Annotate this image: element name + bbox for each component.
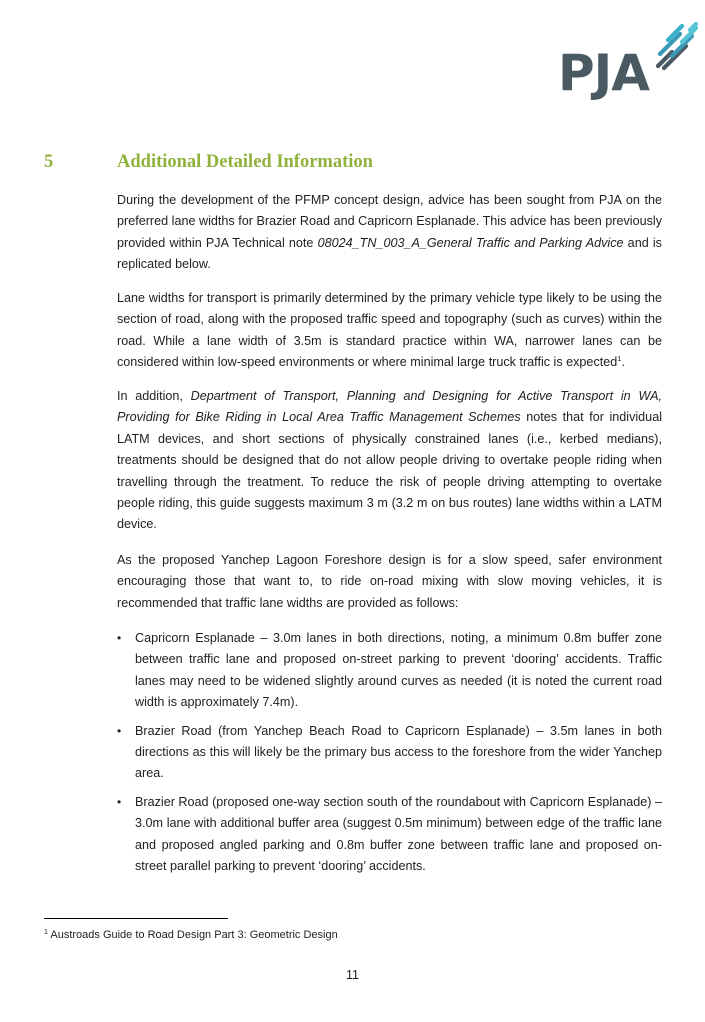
footnote-text: Austroads Guide to Road Design Part 3: Geometric Design — [50, 929, 338, 941]
paragraph-3 — [117, 386, 662, 536]
footnote-reference: 1 — [617, 354, 622, 364]
paragraph-3-text: In addition, — [117, 389, 191, 403]
bullet-icon: • — [117, 631, 122, 645]
list-item — [117, 628, 662, 714]
bullet-icon: • — [117, 723, 122, 738]
list-item — [117, 792, 662, 878]
bullet-icon: • — [117, 794, 122, 809]
dot-guide-reference: Department of Transport, Planning and Designing for Active Transport in WA, Providing for Bike Riding in Local Area Traffic Management Schemes — [117, 389, 663, 425]
list-item-text: Brazier Road (from Yanchep Beach Road to Capricorn Esplanade) – 3.5m lanes in both directions as this will likely be the primary bus access to the foreshore from the wider Yanchep area. — [135, 723, 662, 781]
paragraph-3-text-end: notes that for individual LATM devices, and short sections of physically constrained lanes (i.e., kerbed medians), treatments should be designed that do not allow people driving to overtake people riding when travelling through the treatment. To reduce the risk of people driving attempting to overtake people riding, this guide suggests maximum 3 m (3.2 m on bus routes) lane widths within a LATM device. — [117, 410, 662, 532]
page-number: 11 — [345, 968, 360, 982]
footnote-divider — [44, 918, 228, 919]
paragraph-1 — [117, 190, 662, 276]
list-item-text: Capricorn Esplanade – 3.0m lanes in both directions, noting, a minimum 0.8m buffer zone between traffic lane and proposed on-street parking to prevent ‘dooring’ accidents. Traffic lanes may need to be widened slightly around curves as needed (it is noted the current road width is approximately 7.4m). — [135, 631, 662, 710]
footnote-number: 1 — [44, 929, 48, 936]
technical-note-reference: 08024_TN_003_A_General Traffic and Parking Advice — [317, 235, 624, 250]
footnote — [44, 927, 338, 943]
paragraph-2-end: . — [621, 355, 625, 370]
pja-logo — [558, 22, 704, 106]
paragraph-2-text: Lane widths for transport is primarily determined by the primary vehicle type likely to be using the section of road, along with the proposed traffic speed and topography (such as curves) within the road. While a lane width of 3.5m is standard practice within WA, narrower lanes can be considered within low-speed environments or where minimal large truck traffic is expected — [117, 291, 662, 370]
list-item-text: Brazier Road (proposed one-way section south of the roundabout with Capricorn Esplanade) – 3.0m lane with additional buffer area (suggest 0.5m minimum) between edge of the traffic lane and proposed angled parking and 0.8m buffer zone between traffic lane and proposed on-street parallel parking to prevent ‘dooring’ accidents. — [135, 794, 662, 874]
section-number: 5 — [44, 152, 54, 172]
logo-stripes-icon — [652, 22, 704, 72]
list-item — [117, 721, 662, 785]
lane-width-list — [117, 628, 662, 877]
paragraph-4-text: As the proposed Yanchep Lagoon Foreshore design is for a slow speed, safer environment encouraging those that want to, to ride on-road mixing with slow moving vehicles, it is recommended that traffic lane widths are provided as follows: — [117, 553, 662, 610]
paragraph-2 — [117, 288, 662, 374]
paragraph-1-text-end: and is replicated below. — [117, 235, 662, 272]
section-heading — [44, 150, 665, 174]
paragraph-1-text: During the development of the PFMP concept design, advice has been sought from PJA on the preferred lane widths for Brazier Road and Capricorn Esplanade. This advice has been previously provided within PJA Technical note — [117, 193, 662, 250]
logo-wordmark: PJA — [558, 44, 649, 102]
section-title: Additional Detailed Information — [117, 152, 373, 172]
paragraph-4 — [117, 550, 662, 614]
